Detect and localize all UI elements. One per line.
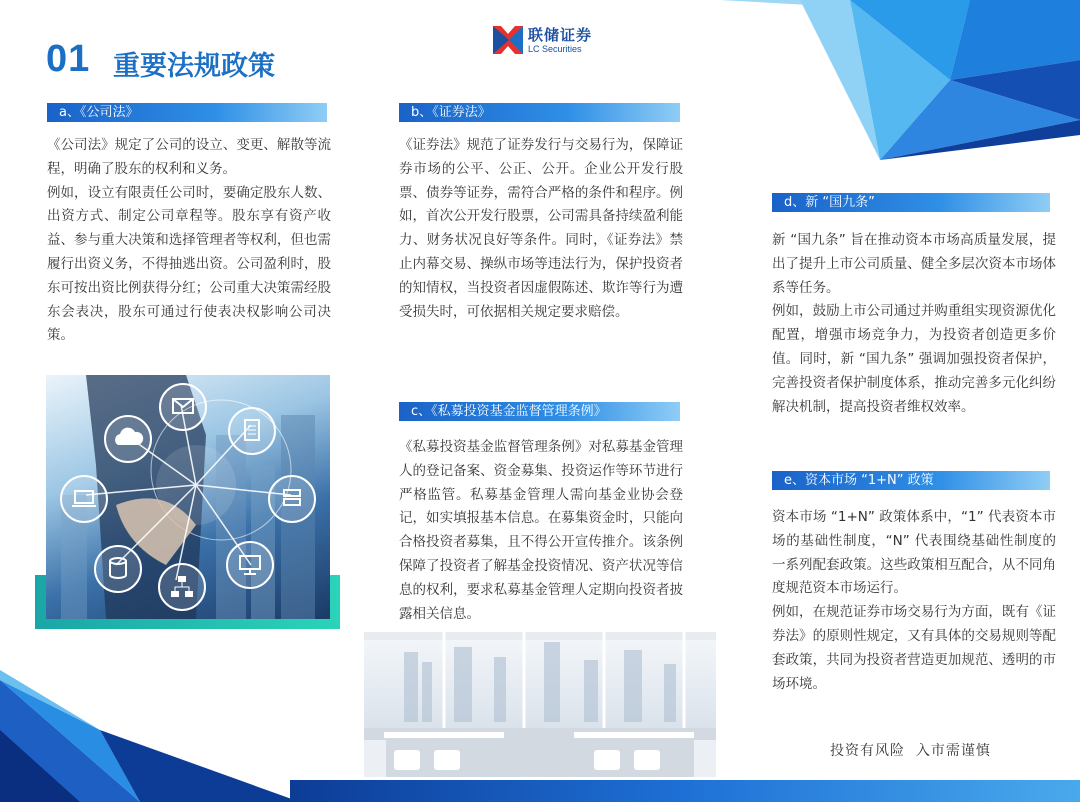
network-icon (158, 563, 206, 611)
cloud-icon (104, 415, 152, 463)
bottom-strip (290, 780, 1080, 802)
server-icon (268, 475, 316, 523)
section-d-paragraph-1: 新 “国九条” 旨在推动资本市场高质量发展，提出了提升上市公司质量、健全多层次资本市场体系等任务。 (772, 232, 1056, 296)
section-b-heading: b、《证券法》 (399, 103, 680, 122)
section-e-body (772, 506, 1056, 696)
section-c-paragraph-1: 《私募投资基金监督管理条例》对私募基金管理人的登记备案、资金募集、投资运作等环节进行严格监管。私募基金管理人需向基金业协会登记，如实填报基本信息。在募集资金时，只能向合格投资者募集，且不得公开宣传推介。该条例保障了投资者了解基金投资情况、资产状况等信息的权利，要求私募基金管理人定期向投资者披露相关信息。 (399, 439, 683, 622)
logo-icon (493, 26, 523, 54)
top-right-decoration (700, 0, 1080, 170)
section-e-paragraph-2: 例如，在规范证券市场交易行为方面，既有《证券法》的原则性规定，又有具体的交易规则等配套政策，共同为投资者营造更加规范、透明的市场环境。 (772, 604, 1056, 692)
section-a-paragraph-1: 《公司法》规定了公司的设立、变更、解散等流程，明确了股东的权利和义务。 (47, 137, 331, 177)
logo-subtitle: LC Securities (528, 44, 582, 54)
section-b-body (399, 134, 683, 324)
bottom-left-decoration (0, 670, 300, 802)
section-d-heading: d、新 “国九条” (772, 193, 1050, 212)
laptop-icon (60, 475, 108, 523)
page-number: 01 (46, 38, 91, 80)
section-a-paragraph-2: 例如，设立有限责任公司时，要确定股东人数、出资方式、制定公司章程等。股东享有资产收益、参与重大决策和选择管理者等权利，但也需履行出资义务，不得抽逃出资。公司盈利时，股东可按出资比例获得分红；公司重大决策需经股东会表决，股东可通过行使表决权影响公司决策。 (47, 184, 331, 344)
section-a-body (47, 134, 331, 348)
mail-icon (159, 383, 207, 431)
section-e-paragraph-1: 资本市场 “1+N” 政策体系中，“1” 代表资本市场的基础性制度，“N” 代表围绕基础性制度的一系列配套政策。这些政策相互配合，从不同角度规范资本市场运行。 (772, 509, 1056, 597)
document-icon (228, 407, 276, 455)
database-icon (94, 545, 142, 593)
section-b-paragraph-1: 《证券法》规范了证券发行与交易行为，保障证券市场的公平、公正、公开。企业公开发行股票、债券等证券，需符合严格的条件和程序。例如，首次公开发行股票，公司需具备持续盈利能力、财务状况良好等条件。同时，《证券法》禁止内幕交易、操纵市场等违法行为，保护投资者的知情权，当投资者因虚假陈述、欺诈等行为遭受损失时，可依据相关规定要求赔偿。 (399, 137, 683, 320)
page-title: 重要法规政策 (113, 51, 275, 82)
section-c-body (399, 436, 683, 626)
section-a-heading: a、《公司法》 (47, 103, 327, 122)
section-e-heading: e、资本市场 “1+N” 政策 (772, 471, 1050, 490)
office-image (364, 632, 716, 777)
logo-name: 联储证券 (528, 26, 593, 44)
monitor-icon (226, 541, 274, 589)
risk-disclaimer: 投资有风险 入市需谨慎 (830, 743, 991, 759)
section-d-paragraph-2: 例如，鼓励上市公司通过并购重组实现资源优化配置，增强市场竞争力，为投资者创造更多价值。同时，新 “国九条” 强调加强投资者保护，完善投资者保护制度体系，推动完善多元化纠纷解决机制，提高投资者维权效率。 (772, 303, 1056, 415)
section-d-body (772, 229, 1056, 419)
tech-network-image (46, 375, 330, 619)
section-c-heading: c、《私募投资基金监督管理条例》 (399, 402, 680, 421)
